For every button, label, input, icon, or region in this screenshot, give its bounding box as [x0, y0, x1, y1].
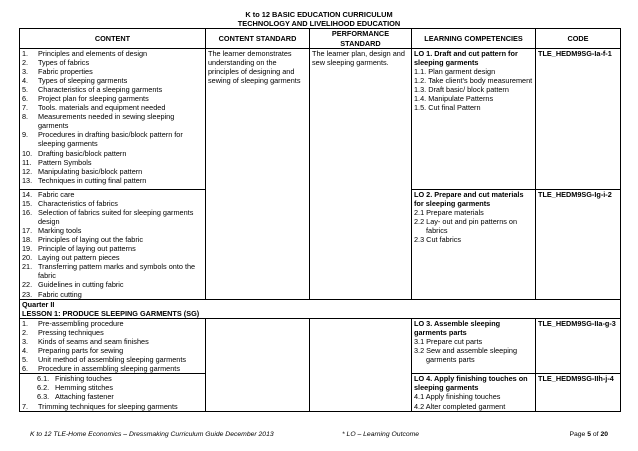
item-text: Project plan for sleeping garments	[38, 94, 149, 104]
performance-standard-cell	[310, 319, 412, 412]
performance-standard-cell: The learner plan, design and sew sleeping garments.	[310, 49, 412, 300]
item-text: Laying out pattern pieces	[38, 253, 120, 263]
list-item	[22, 374, 203, 383]
list-item	[22, 103, 203, 112]
item-number: 13.	[22, 175, 33, 185]
col-header-competencies: LEARNING COMPETENCIES	[412, 29, 536, 49]
learning-outcome-title: LO 2. Prepare and cut materials for sleeping garments	[414, 190, 524, 209]
quarter-cell	[20, 300, 621, 319]
competency-item: 1.5. Cut final Pattern	[414, 103, 481, 113]
list-item	[22, 58, 203, 67]
list-item	[22, 149, 203, 158]
competency-item: 1.2. Take client’s body measurement	[414, 76, 533, 86]
list-item	[22, 355, 203, 364]
list-item	[22, 328, 203, 337]
item-text: Pre-assembling procedure	[38, 319, 124, 329]
content-list	[22, 190, 203, 299]
lesson-title: LESSON 1: PRODUCE SLEEPING GARMENTS (SG)	[22, 309, 200, 319]
item-number: 19.	[22, 244, 33, 254]
content-standard-cell	[206, 319, 310, 412]
list-item	[22, 190, 203, 199]
item-number: 10.	[22, 148, 33, 158]
item-text: Pressing techniques	[38, 328, 104, 338]
item-text: Types of fabrics	[38, 58, 90, 68]
page-total: 20	[600, 431, 608, 438]
item-number: 2.	[22, 58, 29, 68]
quarter-label: Quarter II	[22, 300, 55, 309]
item-number: 20.	[22, 253, 33, 263]
content-cell	[20, 49, 206, 190]
list-item	[22, 94, 203, 103]
competency-list	[414, 337, 533, 364]
content-list	[22, 319, 203, 373]
list-item	[22, 337, 203, 346]
table-row	[20, 319, 621, 374]
curriculum-table	[19, 28, 621, 412]
item-text: Procedure in assembling sleeping garments	[38, 364, 180, 374]
competency-item: 4.1 Apply finishing touches	[414, 392, 501, 402]
list-item	[22, 199, 203, 208]
quarter-row	[20, 300, 621, 319]
list-item	[22, 319, 203, 328]
competency-list	[414, 392, 533, 410]
item-text: Characteristics of fabrics	[38, 199, 118, 209]
content-sublist	[22, 374, 203, 401]
item-number: 4.	[22, 346, 29, 356]
competency-cell	[412, 49, 536, 190]
footer-note: * LO – Learning Outcome	[342, 431, 420, 438]
list-item	[22, 244, 203, 253]
footer-guide-title: K to 12 TLE-Home Economics – Dressmaking Curriculum Guide December 2013	[30, 431, 274, 438]
item-text: Measurements needed in sewing sleeping garments	[38, 112, 175, 131]
item-number: 7.	[22, 401, 29, 411]
item-number: 3.	[22, 337, 29, 347]
item-number: 6.	[22, 94, 29, 104]
col-header-code: CODE	[536, 29, 621, 49]
list-item	[22, 112, 203, 130]
competency-list	[414, 208, 533, 244]
item-text: Fabric care	[38, 190, 75, 199]
item-number: 11.	[22, 157, 32, 167]
item-text: Tools. materials and equipment needed	[38, 103, 166, 113]
list-item	[22, 167, 203, 176]
competency-item: 1.1. Plan garment design	[414, 67, 496, 77]
list-item	[22, 208, 203, 226]
col-header-content-standard: CONTENT STANDARD	[206, 29, 310, 49]
content-cell	[20, 374, 206, 412]
list-item	[22, 290, 203, 299]
content-standard-cell: The learner demonstrates understanding on the principles of designing and sewing of sleeping garments	[206, 49, 310, 300]
item-number: 18.	[22, 235, 33, 245]
item-text: Principle of laying out patterns	[38, 244, 136, 254]
item-text: Characteristics of a sleeping garments	[38, 85, 163, 95]
item-text: Unit method of assembling sleeping garments	[38, 355, 187, 365]
item-number: 14.	[22, 190, 33, 199]
content-cell	[20, 319, 206, 374]
learning-outcome-title: LO 4. Apply finishing touches on sleeping garments	[414, 374, 528, 393]
list-item	[22, 76, 203, 85]
item-text: Marking tools	[38, 226, 82, 236]
competency-item: 1.4. Manipulate Patterns	[414, 94, 494, 104]
item-number: 6.3.	[37, 392, 50, 402]
list-item	[22, 364, 203, 373]
list-item	[22, 49, 203, 58]
list-item	[22, 176, 203, 185]
competency-cell	[412, 190, 536, 300]
item-text: Trimming techniques for sleeping garments	[38, 401, 178, 411]
item-text: Manipulating basic/block pattern	[38, 166, 143, 176]
doc-title: K to 12 BASIC EDUCATION CURRICULUM	[245, 10, 393, 19]
content-list	[22, 402, 203, 411]
item-text: Types of sleeping garments	[38, 76, 128, 86]
list-item	[22, 402, 203, 411]
list-item	[22, 158, 203, 167]
item-text: Techniques in cutting final pattern	[38, 175, 147, 185]
page-number	[569, 430, 608, 439]
item-number: 6.	[22, 364, 29, 374]
code-cell: TLE_HEDM9SG-IIh-j-4	[536, 374, 621, 412]
competency-cell	[412, 374, 536, 412]
item-number: 6.2.	[37, 383, 50, 393]
item-number: 15.	[22, 199, 33, 209]
content-cell	[20, 190, 206, 300]
item-number: 21.	[22, 262, 33, 272]
competency-cell	[412, 319, 536, 374]
item-text: Pattern Symbols	[38, 157, 92, 167]
item-text: Kinds of seams and seam finishes	[38, 337, 149, 347]
item-text: Drafting basic/block pattern	[38, 148, 127, 158]
list-item	[22, 226, 203, 235]
competency-item: 2.2 Lay- out and pin patterns on fabrics	[414, 217, 518, 236]
competency-item: 3.2 Sew and assemble sleeping garments parts	[414, 346, 518, 365]
list-item	[22, 392, 203, 401]
list-item	[22, 67, 203, 76]
list-item	[22, 280, 203, 289]
item-text: Attaching fastener	[55, 392, 114, 402]
competency-item: 1.3. Draft basic/ block pattern	[414, 85, 509, 95]
list-item	[22, 262, 203, 280]
code-cell: TLE_HEDM9SG-Ia-f-1	[536, 49, 621, 190]
item-number: 16.	[22, 208, 33, 218]
content-list	[22, 49, 203, 185]
item-number: 23.	[22, 289, 33, 299]
code-cell: TLE_HEDM9SG-Ig-i-2	[536, 190, 621, 300]
item-text: Finishing touches	[55, 374, 112, 384]
item-text: Guidelines in cutting fabric	[38, 280, 124, 290]
competency-item: 3.1 Prepare cut parts	[414, 337, 483, 347]
item-number: 3.	[22, 67, 29, 77]
item-text: Selection of fabrics suited for sleeping garments design	[38, 208, 194, 227]
competency-list	[414, 67, 533, 112]
item-text: Hemming stitches	[55, 383, 113, 393]
code-cell: TLE_HEDM9SG-IIa-g-3	[536, 319, 621, 374]
item-text: Preparing parts for sewing	[38, 346, 124, 356]
list-item	[22, 253, 203, 262]
item-number: 4.	[22, 76, 29, 86]
list-item	[22, 130, 203, 148]
page-of: of	[592, 431, 599, 438]
page-current: 5	[587, 431, 591, 438]
list-item	[22, 235, 203, 244]
item-number: 12.	[22, 166, 33, 176]
col-header-content: CONTENT	[20, 29, 206, 49]
item-text: Fabric cutting	[38, 289, 82, 299]
col-header-performance-standard: PERFORMANCE STANDARD	[310, 29, 412, 49]
item-text: Procedures in drafting basic/block pattern for sleeping garments	[38, 130, 183, 149]
item-number: 6.1.	[37, 374, 50, 384]
learning-outcome-title: LO 1. Draft and cut pattern for sleeping garments	[414, 49, 518, 68]
item-text: Principles of laying out the fabric	[38, 235, 144, 245]
item-text: Principles and elements of design	[38, 49, 148, 58]
list-item	[22, 346, 203, 355]
doc-subtitle: TECHNOLOGY AND LIVELIHOOD EDUCATION	[237, 19, 401, 28]
competency-item: 4.2 Alter completed garment	[414, 401, 506, 411]
item-number: 17.	[22, 226, 33, 236]
competency-item: 2.1 Prepare materials	[414, 208, 484, 218]
item-number: 2.	[22, 328, 29, 338]
item-number: 5.	[22, 85, 29, 95]
item-number: 9.	[22, 130, 29, 140]
item-number: 1.	[22, 319, 29, 329]
list-item	[22, 383, 203, 392]
item-number: 5.	[22, 355, 29, 365]
learning-outcome-title: LO 3. Assemble sleeping garments parts	[414, 319, 501, 338]
item-text: Transferring pattern marks and symbols onto the fabric	[38, 262, 196, 281]
item-number: 8.	[22, 112, 29, 122]
item-number: 22.	[22, 280, 33, 290]
competency-item: 2.3 Cut fabrics	[414, 235, 462, 245]
item-number: 7.	[22, 103, 29, 113]
table-row	[20, 49, 621, 190]
item-number: 1.	[22, 49, 29, 58]
item-text: Fabric properties	[38, 67, 93, 77]
page-prefix: Page	[569, 431, 586, 438]
list-item	[22, 85, 203, 94]
header-row	[20, 29, 621, 49]
